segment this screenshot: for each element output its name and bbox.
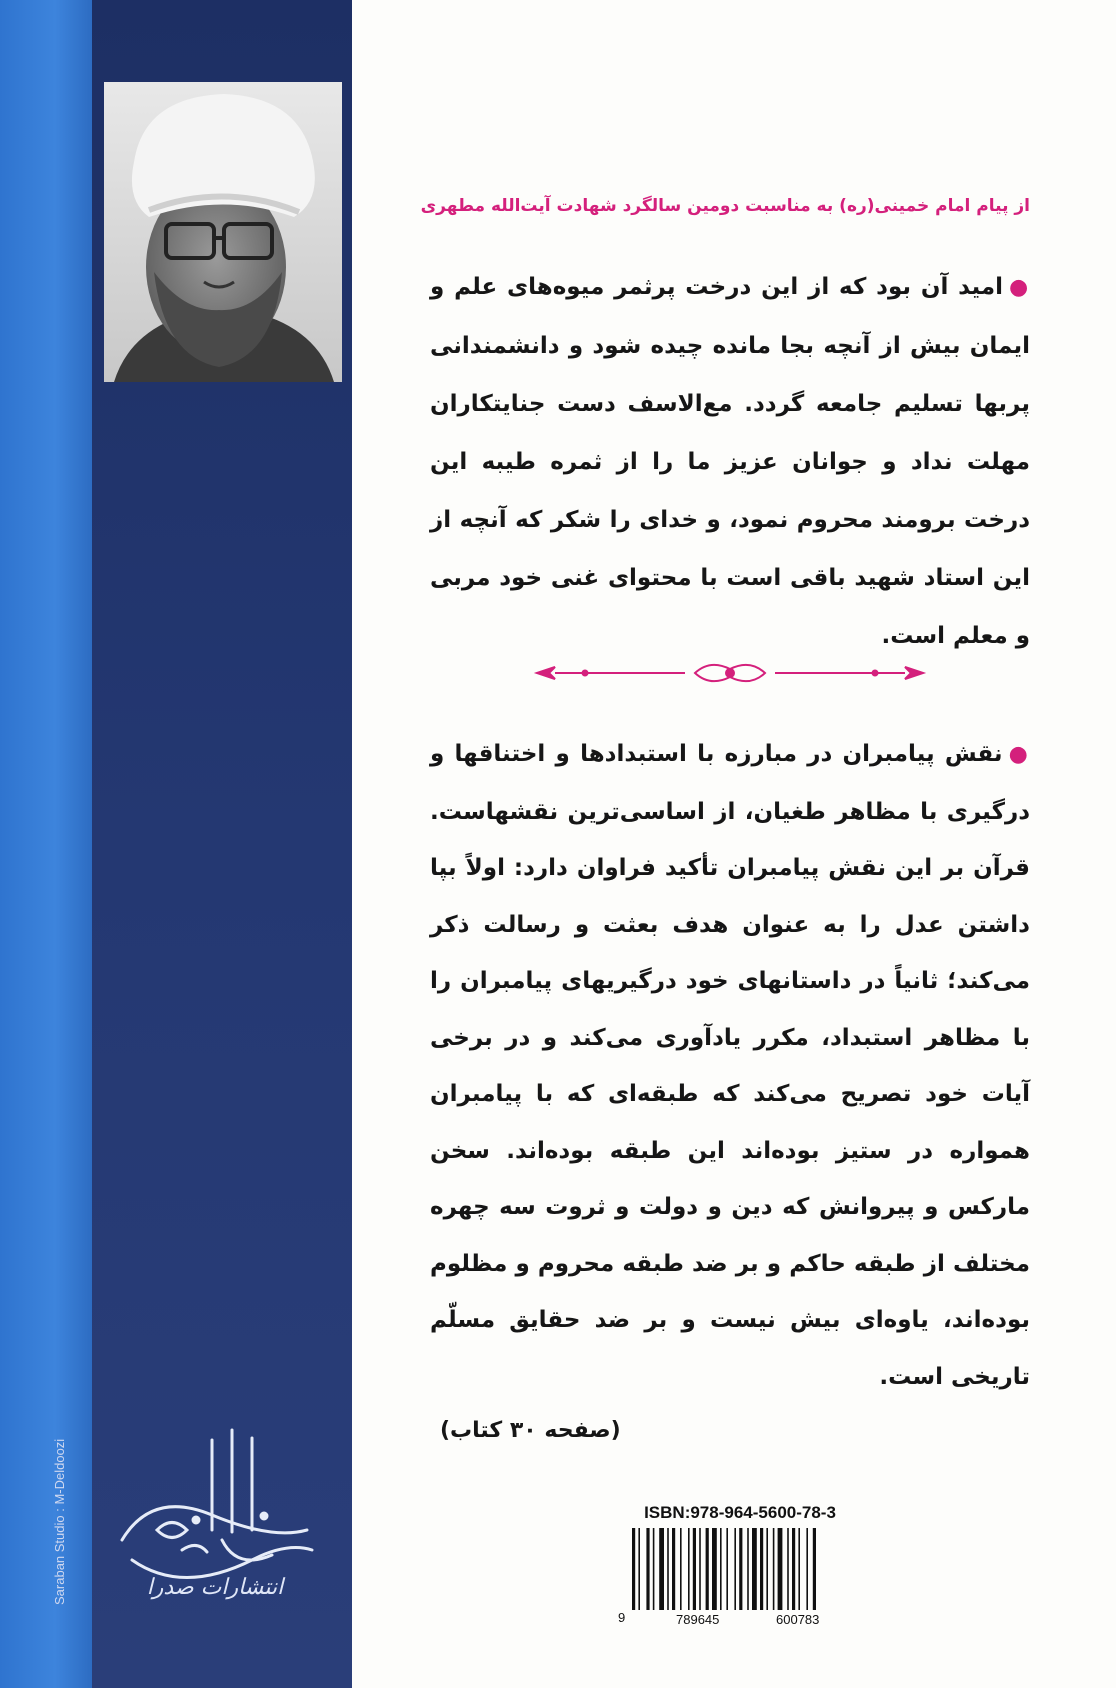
page-reference: (صفحه ۳۰ کتاب) bbox=[440, 1418, 621, 1443]
publisher-name: انتشارات صدرا bbox=[146, 1575, 284, 1600]
bullet-icon: ● bbox=[1008, 275, 1030, 300]
barcode-first-digit: 9 bbox=[618, 1610, 626, 1625]
quote-paragraph-1 bbox=[430, 258, 1030, 665]
spine bbox=[0, 0, 92, 1688]
barcode-icon bbox=[618, 1528, 858, 1620]
paragraph-1-text: امید آن بود که از این درخت پرثمر میوه‌های علم و ایمان بیش از آنچه بجا مانده چیده شود و دانشمندانی پربها تسلیم جامعه گردد. مع‌الاسف دست جنایتکاران مهلت نداد و جوانان عزیز ما را از ثمره طیبه این درخت برومند محروم نمود، و خدای را شکر که آنچه از این استاد شهید باقی است با محتوای غنی خود مربی و معلم است. bbox=[430, 274, 1030, 649]
designer-credit: Saraban Studio : M-Deldoozi bbox=[52, 1438, 67, 1605]
paragraph-2-text: نقش پیامبران در مبارزه با استبدادها و اختناقها و درگیری با مظاهر طغیان، از اساسی‌ترین نقشهاست. قرآن بر این نقش پیامبران تأکید فراوان دارد: اولاً بپا داشتن عدل را به عنوان هدف بعثت و رسالت ذکر می‌کند؛ ثانیاً در داستانهای خود درگیریهای پیامبران را با مظاهر استبداد، مکرر یادآوری می‌کند و در برخی آیات خود تصریح می‌کند که طبقه‌ای که با پیامبران همواره در ستیز بوده‌اند این طبقه بوده‌اند. سخن مارکس و پیروانش که دین و دولت و ثروت سه چهره مختلف از طبقه حاکم و بر ضد طبقه محروم و مظلوم بوده‌اند، یاوه‌ای بیش نیست و بر ضد حقایق مسلّم تاریخی است. bbox=[430, 741, 1030, 1390]
author-photo bbox=[104, 82, 342, 382]
barcode-left-digits: 789645 bbox=[676, 1612, 720, 1627]
quote-heading: از پیام امام خمینی(ره) به مناسبت دومین سالگرد شهادت آیت‌الله مطهری bbox=[420, 196, 1030, 216]
barcode-digits bbox=[618, 1610, 858, 1628]
barcode-right-digits: 600783 bbox=[776, 1612, 820, 1627]
ornament-divider-icon bbox=[525, 655, 935, 691]
quote-paragraph-2 bbox=[430, 726, 1030, 1405]
isbn-label: ISBN:978-964-5600-78-3 bbox=[644, 1503, 836, 1522]
bullet-icon: ● bbox=[1008, 742, 1030, 767]
